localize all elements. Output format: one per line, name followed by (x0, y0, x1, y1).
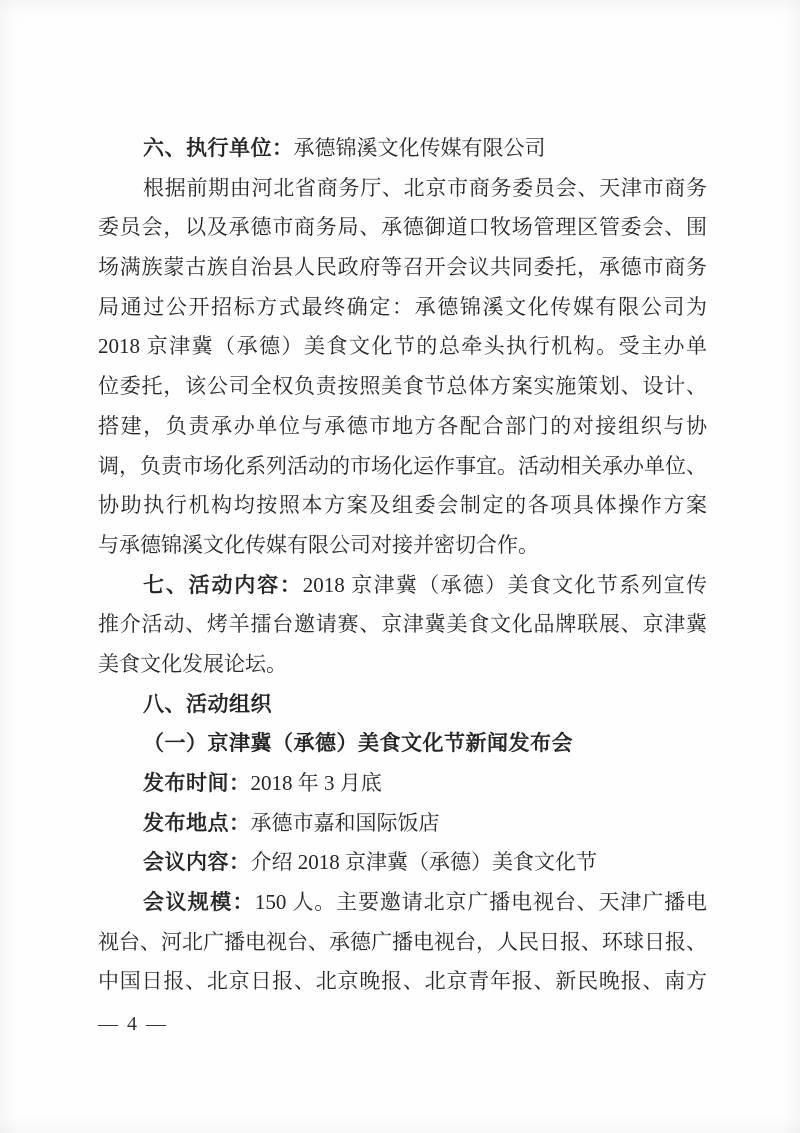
text-line (98, 327, 707, 367)
text-segment: 2018 年 3 月底 (250, 771, 382, 795)
text-segment: 局通过公开招标方式最终确定：承德锦溪文化传媒有限公司为 (98, 294, 707, 319)
text-line (98, 962, 707, 1002)
text-segment-bold: 发布时间： (143, 772, 251, 795)
text-segment-bold: 八、活动组织 (143, 692, 272, 716)
text-line (98, 843, 707, 883)
page-number: — 4 — (98, 1013, 168, 1035)
text-segment-bold: 发布地点： (143, 811, 251, 835)
text-segment: 2018 京津冀（承德）美食文化节的总牵头执行机构。受主办单 (98, 334, 707, 359)
text-segment: 协助执行机构均按照本方案及组委会制定的各项具体操作方案 (98, 493, 707, 518)
text-line (98, 248, 707, 288)
text-segment: 搭建，负责承办单位与承德市地方各配合部门的对接组织与协 (98, 413, 707, 438)
text-segment: 与承德锦溪文化传媒有限公司对接并密切合作。 (98, 532, 539, 557)
text-segment-bold: 会议规模： (143, 891, 255, 915)
text-line (98, 129, 707, 169)
text-line (98, 486, 707, 526)
document-body (98, 129, 707, 1002)
text-segment: 推介活动、烤羊擂台邀请赛、京津冀美食文化品牌联展、京津冀 (98, 612, 707, 637)
text-line (98, 208, 707, 248)
text-segment-bold: （一）京津冀（承德）美食文化节新闻发布会 (143, 732, 573, 756)
text-line (98, 605, 707, 645)
text-segment: 中国日报、北京日报、北京晚报、北京青年报、新民晚报、南方 (98, 969, 707, 994)
text-line (98, 367, 707, 407)
text-segment-bold: 七、活动内容： (143, 573, 303, 597)
text-segment: 场满族蒙古族自治县人民政府等召开会议共同委托，承德市商务 (98, 255, 707, 280)
text-segment: 承德锦溪文化传媒有限公司 (293, 136, 546, 160)
text-line (98, 685, 707, 725)
text-line (98, 169, 707, 209)
text-segment: 位委托，该公司全权负责按照美食节总体方案实施策划、设计、 (98, 374, 707, 399)
text-segment: 150 人。主要邀请北京广播电视台、天津广播电 (254, 890, 708, 915)
text-line (98, 447, 707, 487)
text-segment: 委员会，以及承德市商务局、承德御道口牧场管理区管委会、围 (98, 215, 707, 240)
text-segment: 调，负责市场化系列活动的市场化运作事宜。活动相关承办单位、 (98, 453, 707, 478)
text-line (98, 526, 707, 566)
text-segment: 承德市嘉和国际饭店 (250, 810, 440, 835)
text-line (98, 764, 707, 804)
text-segment: 美食文化发展论坛。 (98, 651, 287, 676)
text-segment: 介绍 2018 京津冀（承德）美食文化节 (250, 850, 597, 875)
text-line (98, 923, 707, 963)
text-line (98, 566, 707, 606)
text-line (98, 883, 707, 923)
text-segment-bold: 会议内容： (143, 851, 251, 875)
text-segment: 2018 京津冀（承德）美食文化节系列宣传 (302, 572, 708, 597)
text-segment-bold: 六、执行单位： (143, 137, 294, 160)
text-line (98, 724, 707, 764)
text-line (98, 645, 707, 685)
text-segment: 视台、河北广播电视台、承德广播电视台，人民日报、环球日报、 (98, 929, 707, 954)
text-line (98, 407, 707, 447)
text-line (98, 288, 707, 328)
text-segment: 根据前期由河北省商务厅、北京市商务委员会、天津市商务 (143, 175, 707, 200)
text-line (98, 804, 707, 844)
